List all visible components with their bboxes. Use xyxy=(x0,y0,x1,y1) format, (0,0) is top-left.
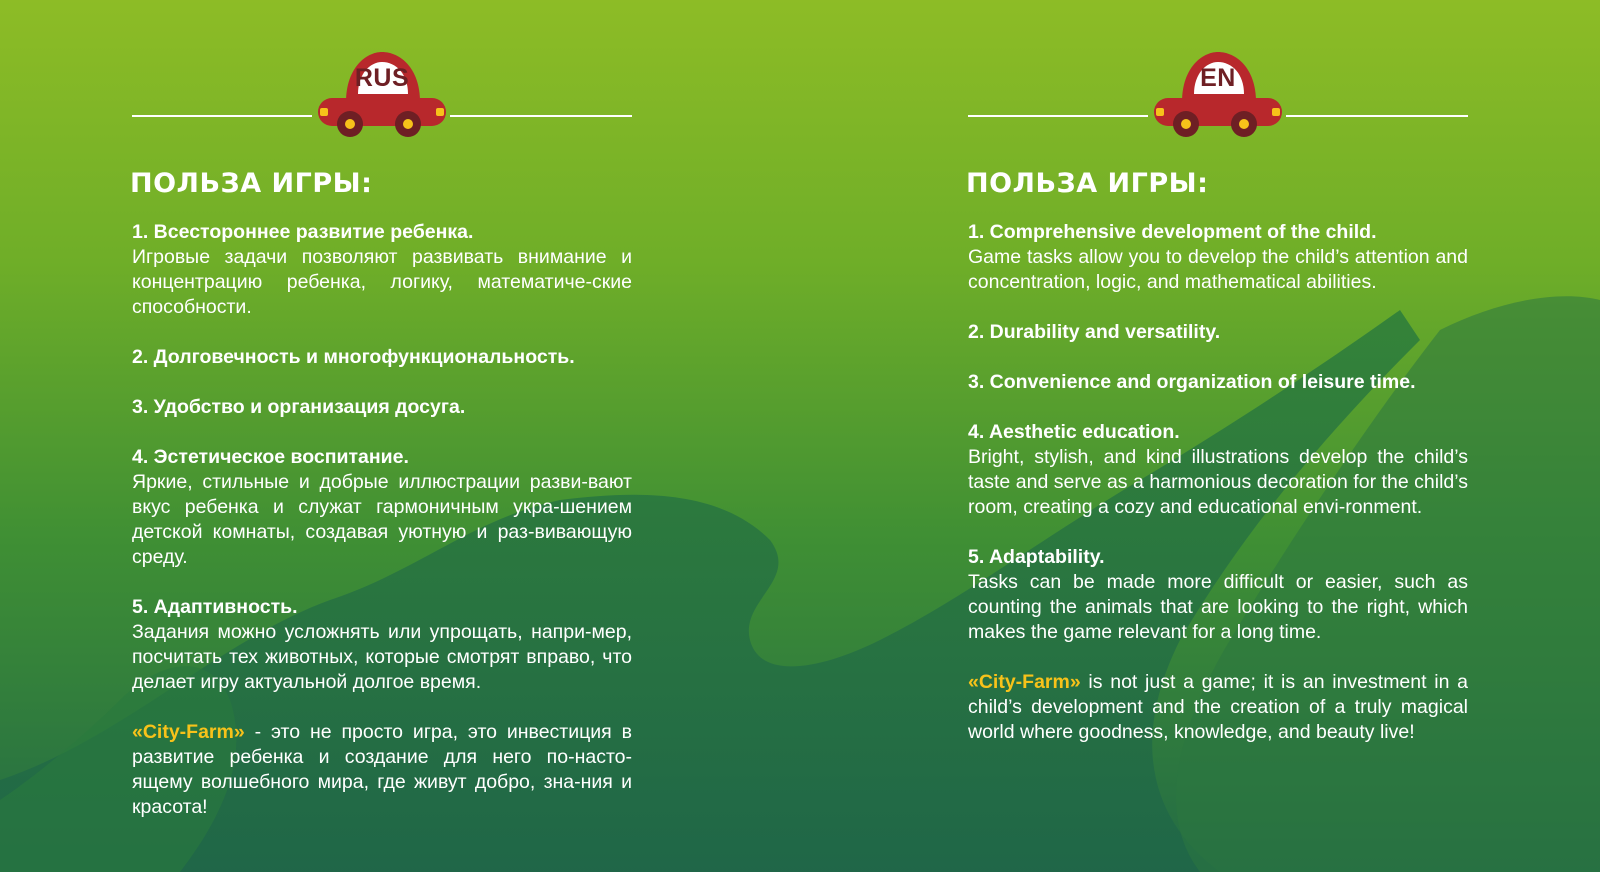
ru-benefit-item xyxy=(132,595,632,695)
en-closing-text: is not just a game; it is an investment in a child’s development and the creation of a truly magical world where goodness, knowledge, and beauty live! xyxy=(968,671,1468,743)
en-benefit-title: 2. Durability and versatility. xyxy=(968,321,1221,343)
ru-benefit-title: 2. Долговечность и многофункциональность. xyxy=(132,346,575,368)
ru-right-divider-line xyxy=(450,115,632,117)
ru-car-header xyxy=(132,48,632,140)
ru-left-divider-line xyxy=(132,115,312,117)
ru-brand-name: «City-Farm» xyxy=(132,721,245,743)
en-brand-name: «City-Farm» xyxy=(968,671,1081,693)
ru-benefit-item xyxy=(132,220,632,320)
en-benefit-item xyxy=(968,545,1468,645)
ru-benefit-item xyxy=(132,445,632,570)
ru-benefit-body: Игровые задачи позволяют развивать внимание и концентрацию ребенка, логику, математиче-ские способности. xyxy=(132,246,632,318)
ru-benefit-title: 4. Эстетическое воспитание. xyxy=(132,446,409,468)
en-benefits-list xyxy=(968,220,1468,745)
en-benefit-body: Bright, stylish, and kind illustrations develop the child’s taste and serve as a harmonious decoration for the child’s room, creating a cozy and educational envi-ronment. xyxy=(968,446,1468,518)
en-benefit-body: Game tasks allow you to develop the child’s attention and concentration, logic, and mathematical abilities. xyxy=(968,246,1468,293)
en-benefit-title: 3. Convenience and organization of leisure time. xyxy=(968,371,1416,393)
en-heading: ПОЛЬЗА ИГРЫ: xyxy=(966,168,1209,199)
en-car-header xyxy=(968,48,1468,140)
en-benefit-item xyxy=(968,420,1468,520)
ru-benefit-item xyxy=(132,395,632,420)
ru-benefit-title: 5. Адаптивность. xyxy=(132,596,298,618)
en-benefit-title: 4. Aesthetic education. xyxy=(968,421,1180,443)
red-toy-car-icon xyxy=(316,48,448,140)
ru-heading: ПОЛЬЗА ИГРЫ: xyxy=(130,168,373,199)
ru-benefits-list xyxy=(132,220,632,820)
en-right-divider-line xyxy=(1286,115,1468,117)
en-benefit-title: 1. Comprehensive development of the child. xyxy=(968,221,1377,243)
ru-closing-text: - это не просто игра, это инвестиция в развитие ребенка и создание для него по-насто-ящему волшебного мира, где живут добро, зна-ния и красота! xyxy=(132,721,632,818)
ru-benefit-body: Задания можно усложнять или упрощать, напри-мер, посчитать тех животных, которые смотрят вправо, что делает игру актуальной долгое время. xyxy=(132,621,632,693)
ru-benefit-item xyxy=(132,345,632,370)
en-benefit-item xyxy=(968,320,1468,345)
en-benefit-item xyxy=(968,370,1468,395)
en-benefit-item xyxy=(968,220,1468,295)
en-benefit-title: 5. Adaptability. xyxy=(968,546,1105,568)
ru-language-badge: RUS xyxy=(354,64,410,92)
en-language-badge: EN xyxy=(1200,64,1236,92)
en-left-divider-line xyxy=(968,115,1148,117)
en-benefit-body: Tasks can be made more difficult or easier, such as counting the animals that are looking to the right, which makes the game relevant for a long time. xyxy=(968,571,1468,643)
ru-benefit-title: 1. Всестороннее развитие ребенка. xyxy=(132,221,474,243)
ru-benefit-body: Яркие, стильные и добрые иллюстрации разви-вают вкус ребенка и служат гармоничным укра-шением детской комнаты, создавая уютную и раз-вивающую среду. xyxy=(132,471,632,568)
en-closing-paragraph xyxy=(968,670,1468,745)
ru-benefit-title: 3. Удобство и организация досуга. xyxy=(132,396,466,418)
red-toy-car-icon xyxy=(1152,48,1284,140)
ru-closing-paragraph xyxy=(132,720,632,820)
